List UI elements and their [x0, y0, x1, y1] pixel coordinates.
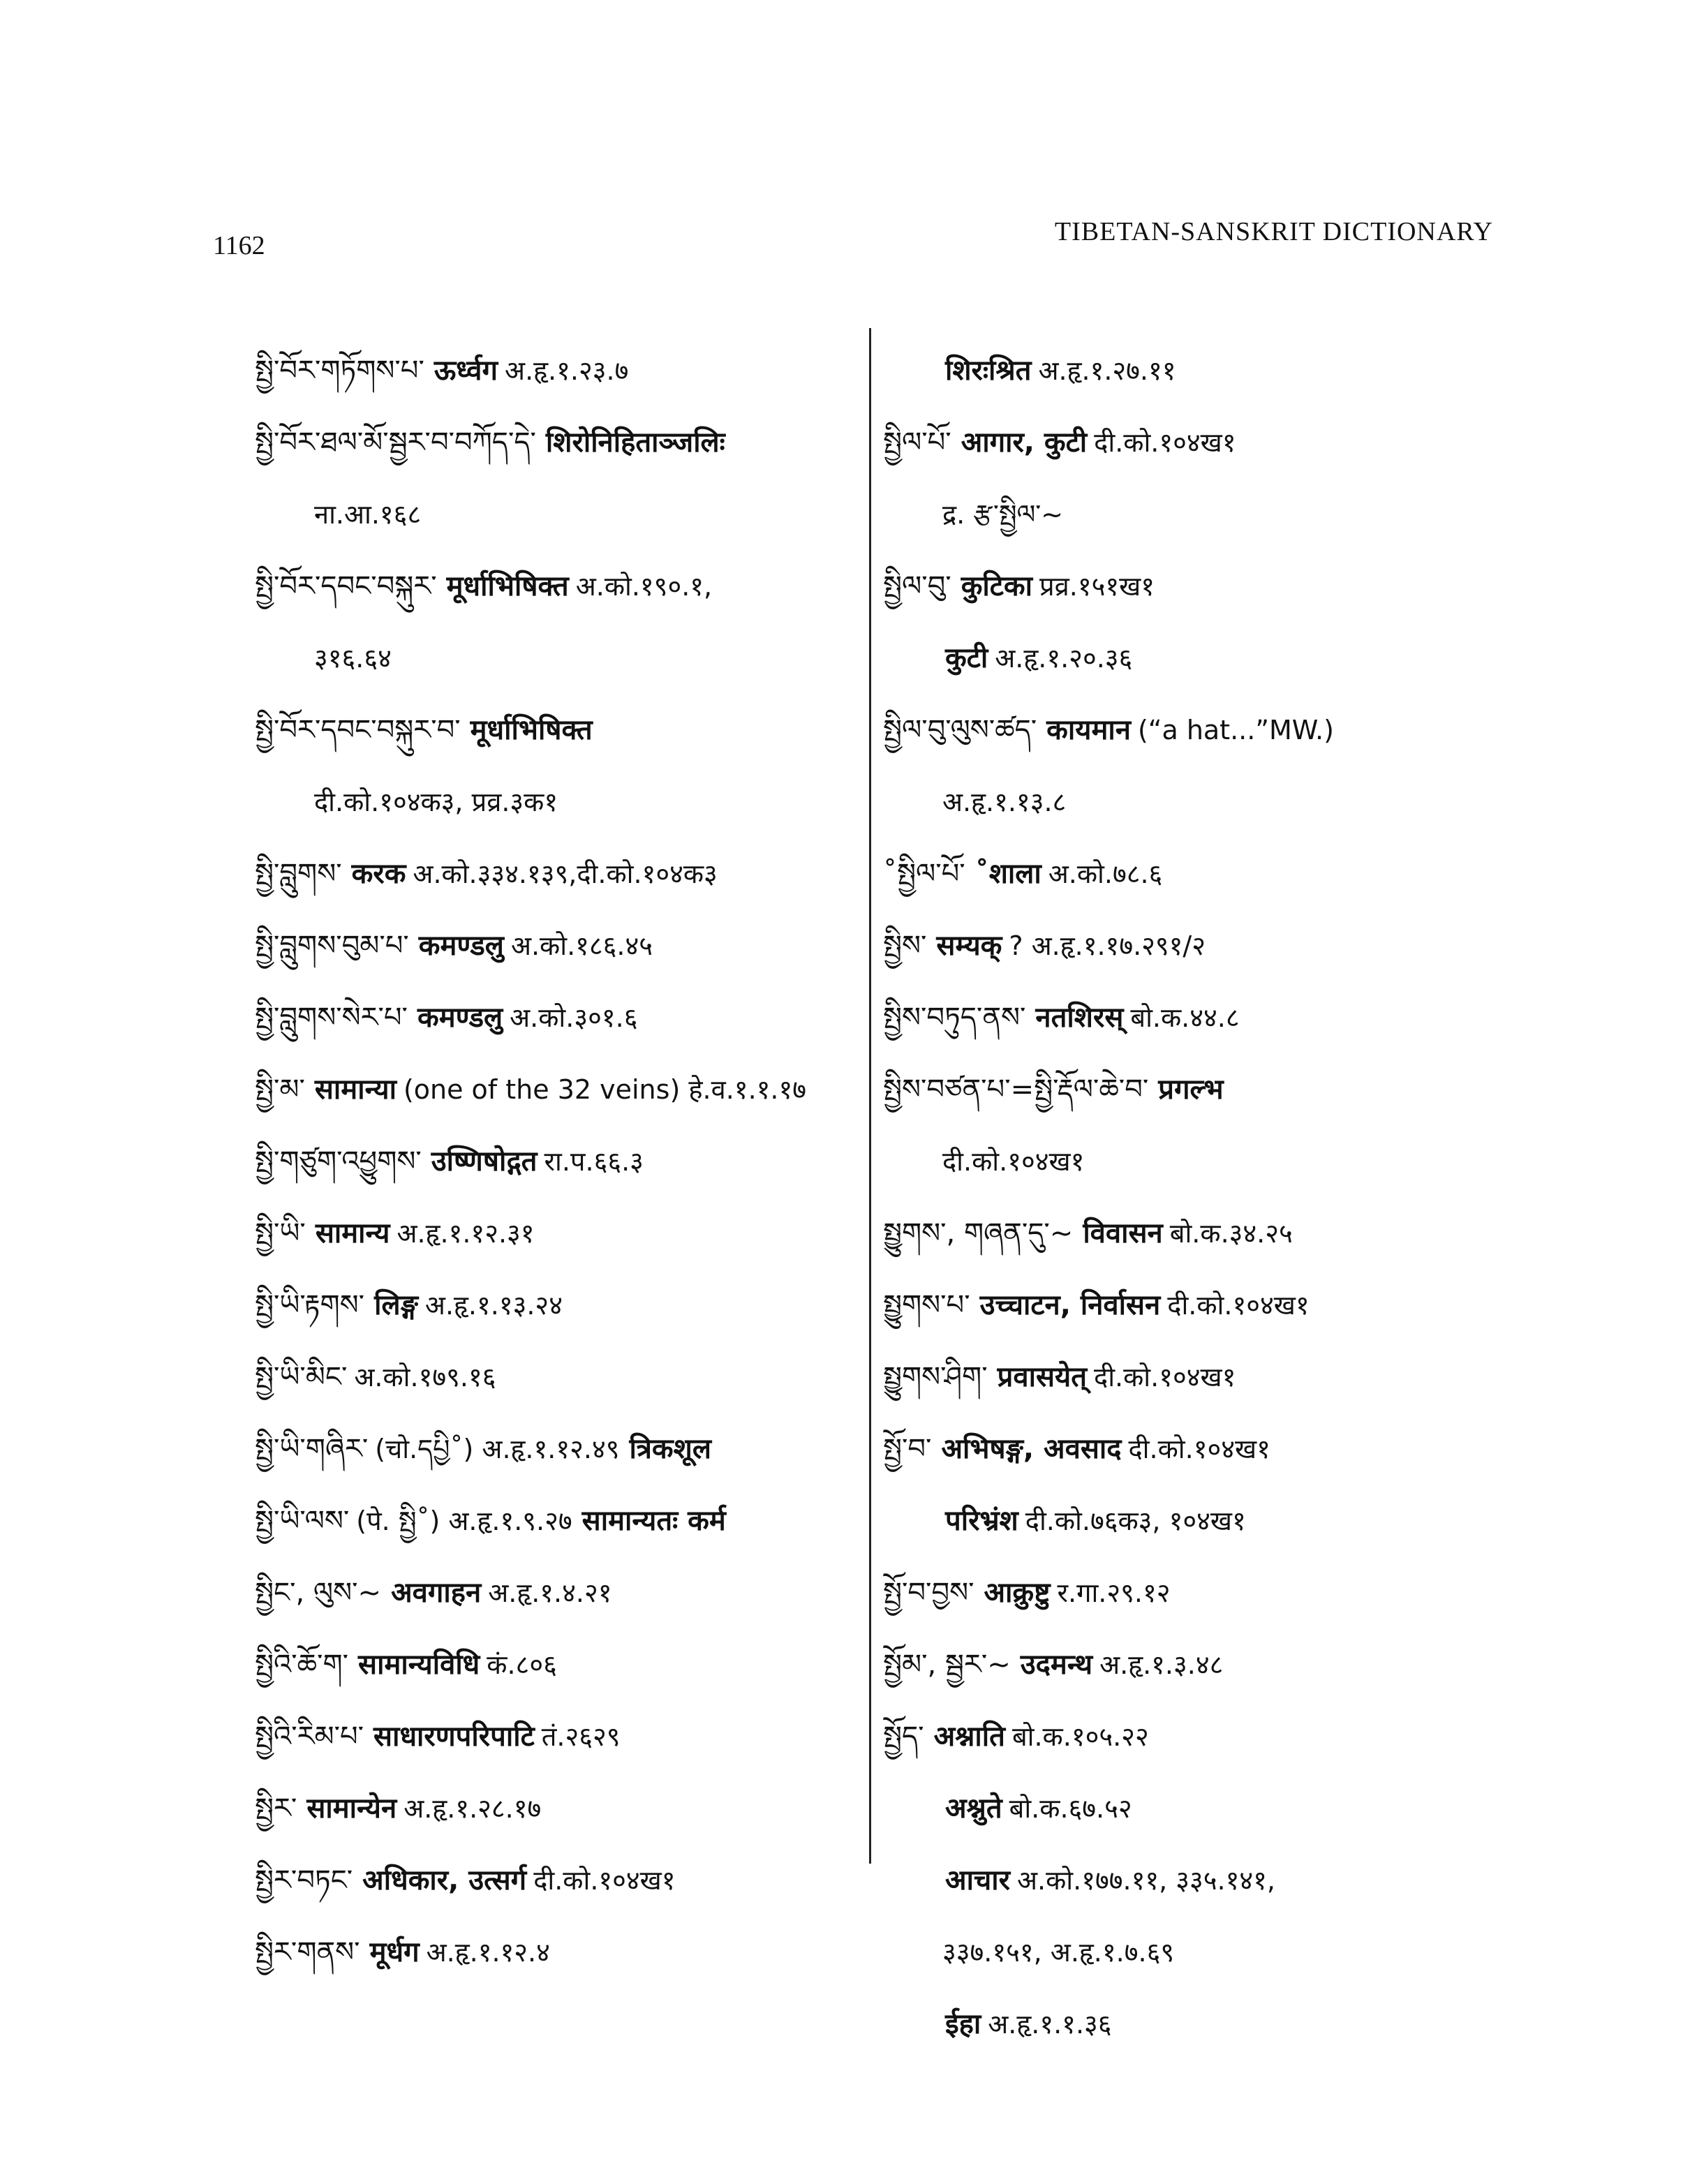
dictionary-entry-continuation: ईहा अ.हृ.१.१.३६	[945, 2008, 1112, 2040]
dictionary-entry-continuation: दी.को.१०४ख१	[942, 1146, 1085, 1177]
dictionary-entry: སྤྱོ་བ་བྱས་ आक्रुष्टु र.गा.२९.१२	[883, 1577, 1171, 1609]
dictionary-entry: སྤྱིར་གནས་ मूर्धग अ.हृ.१.१२.४	[255, 1936, 550, 1968]
dictionary-entry-continuation: कुटी अ.हृ.१.२०.३६	[945, 642, 1133, 674]
dictionary-entry: སྤྱི་ཡི་ सामान्य अ.हृ.१.१२.३१	[255, 1217, 535, 1249]
dictionary-entry-continuation: अश्नुते बो.क.६७.५२	[945, 1792, 1132, 1825]
dictionary-entry: སྤྱིས་ सम्यक् ? अ.हृ.१.१७.२९१/२	[883, 930, 1206, 962]
dictionary-entry: སྤྱིས་བཙན་པ་=སྤྱི་རྡོལ་ཆེ་བ་ प्रगल्भ	[883, 1074, 1224, 1106]
dictionary-entry: སྤྱི་ཡི་མིང་ अ.को.१७९.१६	[255, 1361, 496, 1393]
dictionary-entry: སྤྱི་ཡི་ལས་ (पे. སྤྱི˚) अ.हृ.१.९.२७ सामान्यतः कर्म	[255, 1505, 726, 1537]
page-number: 1162	[213, 231, 265, 260]
dictionary-entry: སྤྱི་གཙུག་འཕྱུགས་ उष्णिषोद्गत रा.प.६६.३	[255, 1145, 644, 1178]
dictionary-entry: སྤྱི་བོར་གཏོགས་པ་ ऊर्ध्वग अ.हृ.१.२३.७	[255, 355, 629, 387]
dictionary-entry: སྤྱི་བླུགས་སེར་པ་ कमण्डलु अ.को.३०१.६	[255, 1002, 638, 1034]
dictionary-entry: སྤྱིལ་པོ་ आगार, कुटी दी.को.१०४ख१	[883, 426, 1236, 459]
dictionary-entry: སྤྱིའི་རིམ་པ་ साधारणपरिपाटि तं.२६२९	[255, 1721, 621, 1753]
dictionary-entry-continuation: आचार अ.को.१७७.११, ३३५.१४१,	[945, 1864, 1275, 1896]
dictionary-entry: སྤྱི་ཡི་གཞིར་ (चो.དཔྱི˚) अ.हृ.१.१२.४९ त्रिकशूल	[255, 1433, 711, 1465]
dictionary-entry: སྤྱི་བོར་དབང་བསྐུར་བ་ मूर्धाभिषिक्त	[255, 714, 593, 746]
left-column	[255, 334, 862, 1987]
dictionary-entry-continuation: शिरःश्रित अ.हृ.१.२७.११	[945, 355, 1176, 387]
dictionary-entry: སྤྱོ་བ་ अभिषङ्ग, अवसाद दी.को.१०४ख१	[883, 1433, 1270, 1465]
dictionary-entry: སྤྱིལ་བུ་ कुटिका प्रव्र.१५१ख१	[883, 570, 1155, 602]
dictionary-entry: སྤྱུགས་, གཞན་དུ་~ विवासन बो.क.३४.२५	[883, 1217, 1293, 1249]
dictionary-entry: སྤྱོད་ अश्नाति बो.क.१०५.२२	[883, 1721, 1149, 1753]
dictionary-entry: སྤྱུགས་ཤིག་ प्रवासयेत् दी.को.१०४ख१	[883, 1361, 1236, 1393]
dictionary-entry-continuation: ३१६.६४	[314, 643, 392, 674]
dictionary-entry-continuation: अ.हृ.१.१३.८	[942, 787, 1067, 817]
dictionary-entry: ˚སྤྱིལ་པོ་ ˚शाला अ.को.७८.६	[883, 858, 1163, 890]
dictionary-entry: སྤྱི་ཡི་རྟགས་ लिङ्ग अ.हृ.१.१३.२४	[255, 1289, 563, 1321]
dictionary-entry: སྤྱི་མ་ सामान्या (one of the 32 veins) हे.व.१.१.१७	[255, 1074, 807, 1106]
dictionary-entry-continuation: परिभ्रंश दी.को.७६क३, १०४ख१	[945, 1505, 1246, 1537]
dictionary-entry: སྤྱོམ་, སྦྱར་~ उदमन्थ अ.हृ.१.३.४८	[883, 1649, 1224, 1681]
running-head: TIBETAN-SANSKRIT DICTIONARY	[1054, 217, 1493, 246]
dictionary-entry: སྤྱིར་ सामान्येन अ.हृ.१.२८.१७	[255, 1792, 542, 1825]
dictionary-entry-continuation: ३३७.१५१, अ.हृ.१.७.६९	[942, 1937, 1175, 1968]
dictionary-entry: སྤྱི་བོར་ཐལ་མོ་སྦྱར་བ་བཀོད་དེ་ शिरोनिहिताञ्जलिः	[255, 426, 725, 459]
right-column	[883, 334, 1497, 2059]
dictionary-entry-continuation: दी.को.१०४क३, प्रव्र.३क१	[314, 787, 558, 817]
dictionary-entry: སྤྱིའི་ཆོ་ག་ सामान्यविधि कं.८०६	[255, 1649, 557, 1681]
column-divider	[869, 328, 871, 1864]
dictionary-entry-continuation: ना.आ.१६८	[314, 499, 422, 530]
dictionary-entry: སྤྱིར་བཏང་ अधिकार, उत्सर्ग दी.को.१०४ख१	[255, 1864, 676, 1896]
dictionary-entry: སྤྱི་བླུགས་ करक अ.को.३३४.१३९,दी.को.१०४क३	[255, 858, 718, 890]
dictionary-entry-continuation: द्र. རྩ་སྤྱིལ་~	[942, 499, 1064, 530]
dictionary-entry: སྤྱི་བོར་དབང་བསྐུར་ मूर्धाभिषिक्त अ.को.१९०.१,	[255, 570, 713, 602]
dictionary-entry: སྤྱུགས་པ་ उच्चाटन, निर्वासन दी.को.१०४ख१	[883, 1289, 1310, 1321]
dictionary-entry: སྤྱིལ་བུ་ལུས་ཚད་ कायमान (“a hat...”MW.)	[883, 714, 1334, 746]
dictionary-entry: སྤྱི་བླུགས་བུམ་པ་ कमण्डलु अ.को.१८६.४५	[255, 930, 653, 962]
dictionary-entry: སྤྱིས་བཏུད་ནས་ नतशिरस् बो.क.४४.८	[883, 1002, 1240, 1034]
dictionary-entry: སྤྱིང་, ལུས་~ अवगाहन अ.हृ.१.४.२१	[255, 1577, 612, 1609]
